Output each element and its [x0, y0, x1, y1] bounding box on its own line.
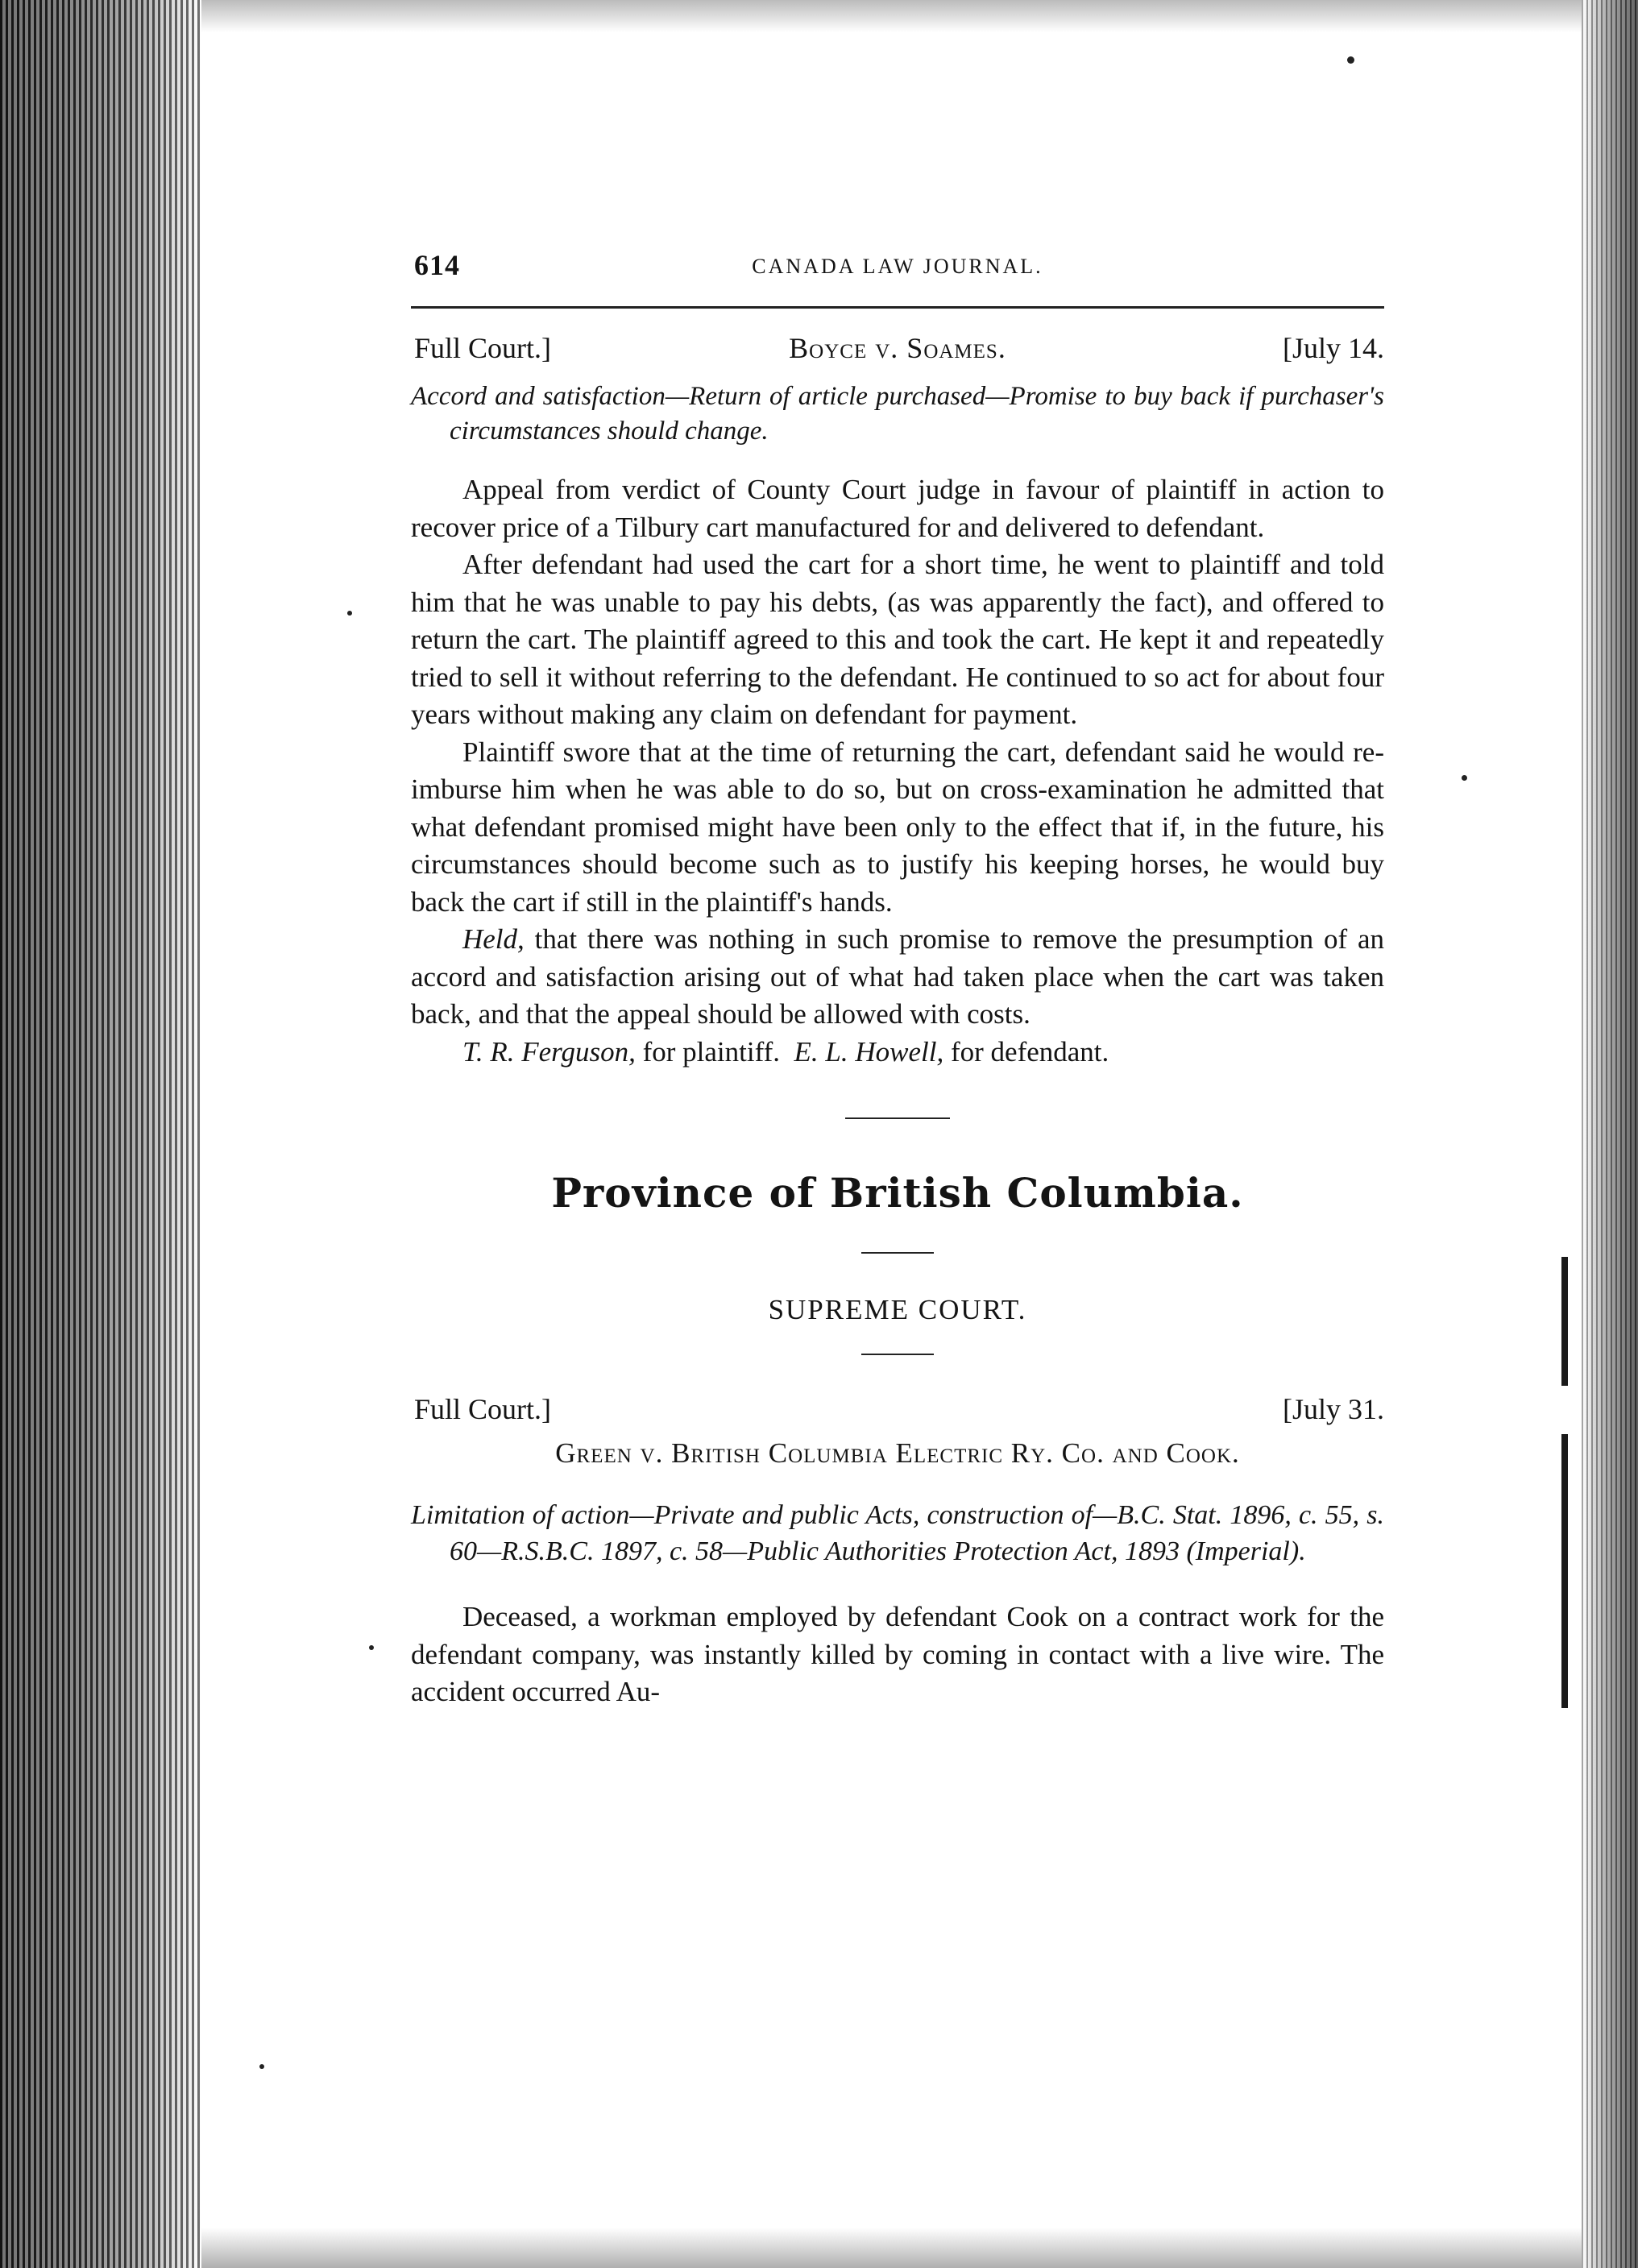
- plaintiff-counsel-name: T. R. Ferguson,: [462, 1035, 636, 1068]
- scan-speck: [1462, 775, 1467, 781]
- body-paragraph: Deceased, a workman employed by defendant Cook on a contract work for the defendant company, was instantly killed by coming in contact with a live wire. The accident occurred Au-: [411, 1601, 1384, 1707]
- page-number: 614: [414, 249, 460, 281]
- scan-binding-shadow-right: [1582, 0, 1638, 2268]
- scan-right-edge-mark: [1561, 1257, 1568, 1386]
- province-title: Province of British Columbia.: [551, 1169, 1244, 1217]
- scan-binding-shadow-left: [0, 0, 201, 2268]
- court-label: Full Court.]: [414, 332, 552, 364]
- running-head: [411, 242, 1384, 290]
- section-divider: [861, 1252, 934, 1254]
- journal-title: CANADA LAW JOURNAL.: [752, 255, 1043, 278]
- scan-top-edge: [201, 0, 1582, 32]
- journal-page: [411, 242, 1384, 1711]
- plaintiff-counsel-role: for plaintiff.: [635, 1035, 781, 1068]
- body-paragraph: Appeal from verdict of County Court judge in favour of plaintiff in action to recover price of a Tilbury cart manufactured for and delivered to defendant.: [411, 474, 1384, 543]
- body-paragraph: After defendant had used the cart for a short time, he went to plaintiff and told him that he was unable to pay his debts, (as was apparently the fact), and offered to return the cart. The plaintiff agreed to this and took the cart. He kept it and repeatedly tried to sell it without referring to the defendant. He continued to so act for about four years without making any claim on defendant for payment.: [411, 549, 1384, 730]
- case-header: [411, 331, 1384, 373]
- case-parties: Boyce v. Soames.: [789, 332, 1006, 364]
- scan-bottom-edge: [201, 2228, 1582, 2268]
- section-divider: [861, 1354, 934, 1355]
- scan-speck: [259, 2064, 264, 2069]
- case-date: [July 31.: [1283, 1393, 1384, 1425]
- held-paragraph: [411, 921, 1384, 1034]
- scan-speck: [347, 611, 352, 616]
- case-headnote: Accord and satisfaction—Return of article purchased—Promise to buy back if purchaser's circumstances should change.: [411, 382, 1384, 446]
- scan-speck: [1347, 56, 1354, 64]
- held-text: that there was nothing in such promise to remove the presumption of an accord and satisfaction arising out of what had taken place when the cart was taken back, and that the appeal should be allowed with costs.: [411, 923, 1384, 1030]
- case-date: [July 14.: [1283, 332, 1384, 364]
- case-headnote: Limitation of action—Private and public Acts, construction of—B.C. Stat. 1896, c. 55, s. 60—R.S.B.C. 1897, c. 58—Public Authorities Protection Act, 1893 (Imperial).: [411, 1500, 1384, 1566]
- court-label: Full Court.]: [414, 1393, 552, 1425]
- court-section-title: SUPREME COURT.: [768, 1294, 1027, 1325]
- scan-speck: [369, 1645, 374, 1650]
- section-divider: [845, 1117, 950, 1119]
- counsel-line: [411, 1034, 1384, 1072]
- body-paragraph: Plaintiff swore that at the time of returning the cart, defendant said he would re-imburse him when he was able to do so, but on cross-examination he admitted that what defendant promised might have been only to the effect that if, in the future, his circumstances should become such as to justify his keeping horses, he would buy back the cart if still in the plaintiff's hands.: [411, 736, 1384, 918]
- defendant-counsel-name: E. L. Howell,: [794, 1035, 944, 1068]
- header-rule: [411, 306, 1384, 309]
- defendant-counsel-role: for defendant.: [943, 1035, 1109, 1068]
- scan-right-edge-mark: [1561, 1434, 1568, 1708]
- case-header: [411, 1392, 1384, 1434]
- held-word: Held,: [462, 923, 525, 955]
- case-parties: Green v. British Columbia Electric Ry. Co. and Cook.: [555, 1437, 1240, 1469]
